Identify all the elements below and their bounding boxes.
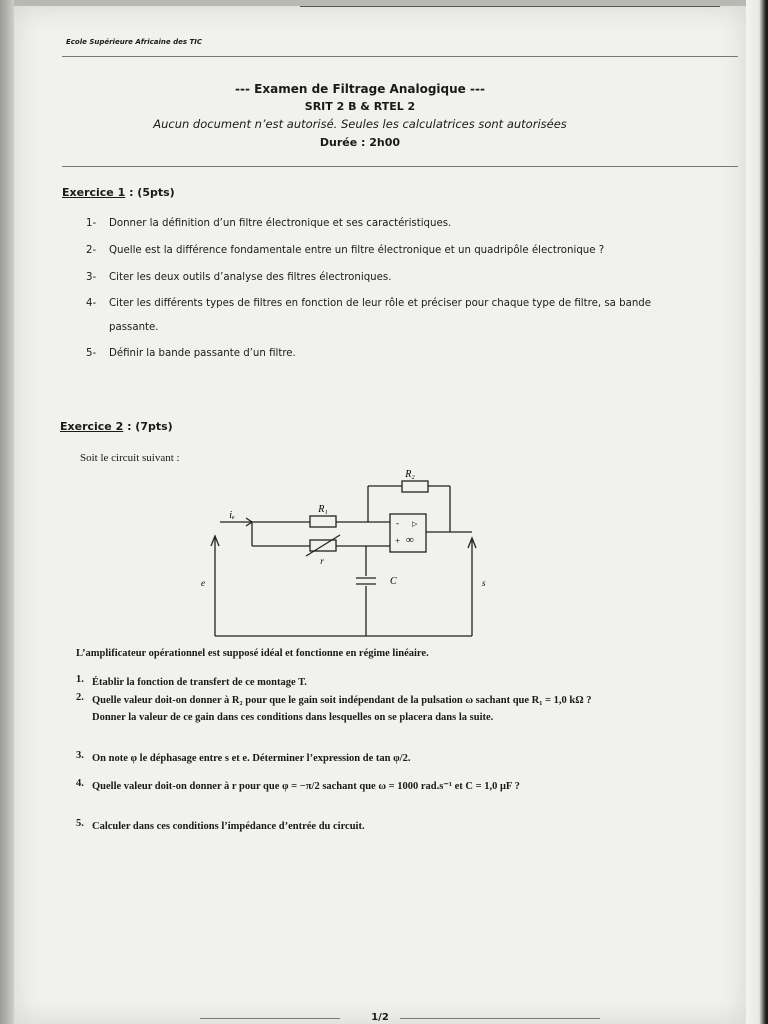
ex2-question-number: 5.	[76, 818, 84, 829]
ex2-question	[76, 750, 616, 768]
ex2-question-number: 1.	[76, 674, 84, 685]
top-paper-edge	[300, 0, 720, 7]
exercise2-statement: L’amplificateur opérationnel est supposé idéal et fonctionne en régime linéaire.	[76, 648, 429, 659]
ex1-question-text: Citer les deux outils d’analyse des filtres électroniques.	[109, 272, 392, 283]
ex2-question-text: Calculer dans ces conditions l’impédance d’entrée du circuit.	[92, 821, 365, 832]
exam-rules: Aucun document n’est autorisé. Seules les calculatrices sont autorisées	[153, 117, 567, 131]
ex1-question	[86, 298, 686, 346]
ex1-question-text: Définir la bande passante d’un filtre.	[109, 348, 296, 359]
ex1-question-number: 5-	[86, 348, 97, 359]
label-r2: R₂	[405, 469, 415, 480]
resistor-r2	[402, 481, 428, 492]
label-c: C	[390, 576, 397, 587]
header-divider-bottom	[62, 166, 738, 167]
label-r: r	[320, 556, 324, 566]
ex2-question-number: 4.	[76, 778, 84, 789]
ex2-question-text: On note φ le déphasage entre s et e. Déterminer l’expression de tan φ/2.	[92, 753, 411, 764]
label-plus: +	[395, 536, 401, 546]
ex1-question	[86, 348, 686, 372]
exercise1-heading	[62, 186, 175, 199]
ex1-question-number: 3-	[86, 272, 97, 283]
label-r1: R₁	[318, 504, 328, 515]
ex1-question-number: 2-	[86, 245, 97, 256]
exercise2-title: Exercice 2	[60, 420, 124, 433]
label-ie: iₑ	[229, 510, 235, 521]
exercise1-title: Exercice 1	[62, 186, 126, 199]
ex2-question-text: Quelle valeur doit-on donner à R₂ pour que le gain soit indépendant de la pulsation ω sachant que R₁ = 1,0 kΩ ? Donner la valeur de ce gain dans ces conditions dans lesquelles on se placera dans la suite.	[92, 695, 592, 723]
ex1-question-number: 4-	[86, 298, 97, 309]
label-e: e	[201, 578, 205, 588]
resistor-r1	[310, 516, 336, 527]
exercise2-heading	[60, 420, 173, 433]
label-s: s	[482, 578, 486, 588]
ex2-question-number: 3.	[76, 750, 84, 761]
ex1-question-text: Donner la définition d’un filtre électronique et ses caractéristiques.	[109, 218, 452, 229]
ex2-question	[76, 674, 616, 692]
exercise2-points: : (7pts)	[123, 420, 173, 433]
exam-title: --- Examen de Filtrage Analogique ---	[235, 82, 485, 96]
label-amp-symbol: ▷	[412, 520, 418, 528]
ex2-question	[76, 818, 616, 836]
variable-resistor-arrow	[306, 535, 340, 556]
page-edge-right	[746, 0, 768, 1024]
exam-classes: SRIT 2 B & RTEL 2	[304, 100, 416, 113]
ex2-question-text: Quelle valeur doit-on donner à r pour que φ = −π/2 sachant que ω = 1000 rad.s⁻¹ et C = 1,0 μF ?	[92, 781, 520, 792]
header-divider-top	[62, 56, 738, 57]
ex1-question-text: Quelle est la différence fondamentale entre un filtre électronique et un quadripôle électronique ?	[109, 245, 605, 256]
label-infinity: ∞	[406, 534, 414, 546]
circuit-diagram	[190, 462, 490, 642]
school-name: Ecole Supérieure Africaine des TIC	[66, 38, 202, 46]
page-number: 1/2	[371, 1012, 389, 1023]
ex1-question-text: Citer les différents types de filtres en fonction de leur rôle et préciser pour chaque type de filtre, sa bande passante.	[109, 298, 652, 333]
ex2-question-number: 2.	[76, 692, 84, 703]
ex1-question-number: 1-	[86, 218, 97, 229]
exercise2-intro: Soit le circuit suivant :	[80, 452, 180, 464]
page-shadow-left	[0, 0, 14, 1024]
label-minus: -	[396, 518, 399, 528]
exam-duration: Durée : 2h00	[319, 136, 401, 149]
ex2-question	[76, 692, 616, 744]
ex2-question	[76, 778, 616, 814]
ex2-question-text: Établir la fonction de transfert de ce montage T.	[92, 677, 307, 688]
exercise1-points: : (5pts)	[125, 186, 175, 199]
